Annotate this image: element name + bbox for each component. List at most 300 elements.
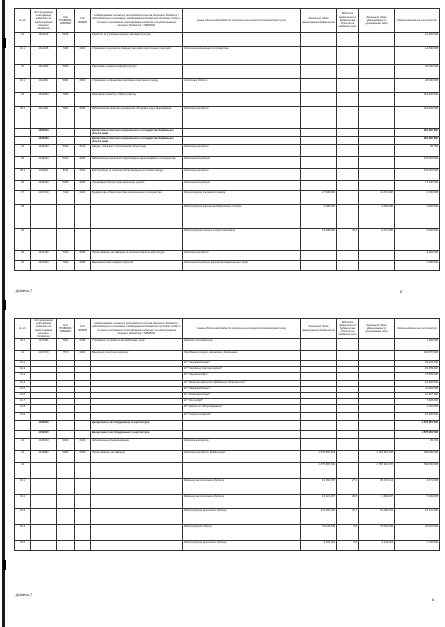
table-cell: Департамент житлово-комунального господарства Харківської міської ради — [91, 137, 183, 145]
table-cell: 1416160 — [31, 439, 57, 451]
table-cell — [31, 525, 57, 541]
table-cell: 43.5 — [15, 541, 31, 551]
table-cell: Будівництво об'єктів житлово-комунального господарства — [91, 191, 183, 205]
table-cell: 36 — [15, 181, 31, 191]
table-cell: Капітальний ремонт внутрішньоквартальних доріг — [183, 261, 301, 271]
table-cell — [359, 79, 395, 93]
table-cell — [75, 421, 91, 431]
table-cell: Проектування, реставрація та охорона пам'яток архітектури — [91, 251, 183, 261]
table-cell — [57, 137, 75, 145]
table-cell: 41.9 — [15, 413, 31, 421]
table-cell: Реконструкція та ремонт мереж — [183, 191, 301, 205]
table-cell: Реконструкція житлового будинку — [183, 509, 301, 525]
table-cell — [183, 421, 301, 431]
table-cell — [359, 107, 395, 129]
table-cell: 79 043 549 — [301, 525, 337, 541]
table-cell: 27,1 — [337, 479, 359, 495]
table-cell — [359, 413, 395, 421]
table-cell — [301, 107, 337, 129]
table-row — [15, 229, 440, 251]
table-cell: Департамент житлово-комунального господарства Харківської міської ради — [91, 129, 183, 137]
table-cell: 38 — [15, 205, 31, 229]
table-cell — [301, 373, 337, 381]
table-cell: 31 — [15, 33, 31, 47]
table-cell: 1200000 — [31, 129, 57, 137]
table-row — [15, 205, 440, 229]
table-cell — [337, 405, 359, 413]
table-cell: 173 185 206 — [301, 509, 337, 525]
table-cell: Забезпечення ініціатив громадських об'єднань щодо формування — [91, 107, 183, 129]
column-header: Разом видатків на поточний рік — [395, 319, 440, 339]
table-cell — [301, 33, 337, 47]
table-cell — [15, 129, 31, 137]
table-cell — [301, 351, 337, 361]
budget-table-top — [14, 8, 440, 271]
table-cell — [359, 47, 395, 65]
table-cell: Житлово-комунальне господарство — [183, 47, 301, 65]
table-cell — [301, 405, 337, 413]
table-row — [15, 479, 440, 495]
table-cell — [57, 495, 75, 509]
table-cell — [359, 421, 395, 431]
table-cell — [337, 191, 359, 205]
table-cell: 41.1 — [15, 361, 31, 367]
column-header: Відсоток завершеності будівництва об'єктів на майбутні роки — [337, 9, 359, 33]
table-cell — [57, 129, 75, 137]
table-cell — [359, 339, 395, 351]
table-cell — [359, 439, 395, 451]
binder-hole — [3, 300, 6, 310]
table-cell: 32 — [15, 65, 31, 79]
table-cell — [75, 541, 91, 551]
table-cell — [75, 413, 91, 421]
table-cell: 0456 — [75, 339, 91, 351]
table-cell: 43 — [15, 451, 31, 463]
table-cell: 4 193 119 — [301, 541, 337, 551]
table-cell: 39 — [15, 251, 31, 261]
table-cell: 5 000 000 — [395, 229, 440, 251]
table-cell: 43 — [15, 463, 31, 479]
table-cell: Капітальні видатки — [183, 145, 301, 157]
scan-left-edge — [2, 0, 5, 627]
table-cell — [359, 93, 395, 107]
table-cell — [359, 157, 395, 169]
table-cell — [337, 251, 359, 261]
table-cell — [91, 541, 183, 551]
table-cell — [337, 65, 359, 79]
table-cell: 39 — [15, 229, 31, 251]
table-cell: 4 371 000 — [395, 479, 440, 495]
table-cell: Капітальні видатки — [183, 107, 301, 129]
table-cell — [301, 129, 337, 137]
table-cell — [57, 525, 75, 541]
table-cell — [301, 157, 337, 169]
table-cell: 30,8 — [337, 495, 359, 509]
table-cell: 0810 — [75, 79, 91, 93]
table-cell — [301, 65, 337, 79]
table-row — [15, 157, 440, 169]
table-cell — [337, 439, 359, 451]
table-cell: 0490 — [75, 261, 91, 271]
table-cell — [359, 145, 395, 157]
table-row — [15, 373, 440, 381]
table-cell — [337, 413, 359, 421]
table-row — [15, 251, 440, 261]
table-cell: КП "Харківводоканал" — [183, 361, 301, 367]
table-cell: 1 578 954 500 — [395, 421, 440, 431]
table-cell — [15, 421, 31, 431]
table-cell: 12 000 000 — [395, 33, 440, 47]
table-cell — [337, 145, 359, 157]
table-cell: 35 — [15, 157, 31, 169]
table-cell: 178 405 000 — [395, 157, 440, 169]
table-cell — [301, 413, 337, 421]
table-cell — [31, 463, 57, 479]
table-cell: КП "Харківводоканал" — [183, 387, 301, 393]
table-cell: 7340 — [57, 251, 75, 261]
table-cell — [31, 479, 57, 495]
table-cell: Розвиток та утримання мережі закладів культури — [91, 33, 183, 47]
table-cell — [359, 129, 395, 137]
table-cell — [75, 373, 91, 381]
table-cell: 9 271 000 — [359, 229, 395, 251]
table-cell: 194 955 900 — [395, 351, 440, 361]
table-cell: 17 238 200 — [395, 181, 440, 191]
table-cell — [337, 261, 359, 271]
table-cell: 6030 — [57, 181, 75, 191]
table-cell: Будівництво житлового будинку — [183, 479, 301, 495]
table-cell: 20 625 000 — [395, 525, 440, 541]
table-cell: Заходи, пов'язані з поліпшенням питної води — [91, 145, 183, 157]
table-cell: Реконструкція об'єкту — [183, 525, 301, 541]
table-cell — [183, 65, 301, 79]
table-cell: Реконструкція очисних споруд каналізації — [183, 229, 301, 251]
table-cell: 41 — [15, 351, 31, 361]
table-cell — [91, 525, 183, 541]
table-cell: 1112060 — [31, 65, 57, 79]
table-cell — [359, 251, 395, 261]
table-cell — [57, 463, 75, 479]
table-cell: 163 240 000 — [395, 107, 440, 129]
table-cell: Спортивні об'єкти — [183, 79, 301, 93]
column-header: Код програмної класифікації видатків та кредитування місцевих бюджетів — [31, 319, 57, 339]
column-header: Загальний обсяг фінансування (з урахуванням змін) — [359, 319, 395, 339]
table-cell: 34 — [15, 145, 31, 157]
table-cell — [57, 205, 75, 229]
budget-table-bottom — [14, 318, 440, 551]
table-cell: Капітальний ремонт — [183, 157, 301, 169]
table-cell — [301, 47, 337, 65]
column-header: № з/п — [15, 9, 31, 33]
table-cell — [75, 509, 91, 525]
table-cell: 35.1 — [15, 169, 31, 181]
table-row — [15, 339, 440, 351]
table-cell — [75, 525, 91, 541]
table-cell: 1216011 — [31, 169, 57, 181]
table-cell — [301, 251, 337, 261]
table-cell — [31, 413, 57, 421]
table-row — [15, 351, 440, 361]
column-header: Код ФКВКБ — [75, 9, 91, 33]
table-row — [15, 261, 440, 271]
table-cell — [337, 33, 359, 47]
table-cell: 7323 — [57, 47, 75, 65]
table-cell — [91, 463, 183, 479]
table-cell — [359, 181, 395, 191]
table-cell: Експлуатація та технічне обслуговування житлового фонду — [91, 169, 183, 181]
table-cell — [301, 169, 337, 181]
table-cell — [75, 33, 91, 47]
table-cell: 1 878 965 843 — [301, 451, 337, 463]
table-cell: 1216030 — [31, 181, 57, 191]
table-cell: 20 000 000 — [395, 65, 440, 79]
table-cell: 43.2 — [15, 495, 31, 509]
page-mark: 6 — [432, 597, 435, 602]
table-cell: 43.4 — [15, 525, 31, 541]
table-cell: 1112061 — [31, 79, 57, 93]
column-header: Код програмної класифікації видатків та кредитування місцевих бюджетів — [31, 9, 57, 33]
table-cell — [91, 479, 183, 495]
table-cell — [301, 339, 337, 351]
table-cell — [337, 79, 359, 93]
table-cell: 1217461 — [31, 339, 57, 351]
table-cell: 6,0 — [337, 525, 359, 541]
table-cell — [337, 205, 359, 229]
table-cell — [91, 413, 183, 421]
table-row — [15, 439, 440, 451]
table-cell — [337, 129, 359, 137]
table-cell: 1217340 — [31, 251, 57, 261]
table-cell: 1 300 000 — [395, 339, 440, 351]
table-cell: КП "Коменергосервіс" — [183, 393, 301, 399]
table-cell — [337, 421, 359, 431]
column-header: Загальний обсяг фінансування будівництва — [301, 319, 337, 339]
table-cell: Будівництво житлового будинку — [183, 495, 301, 509]
binder-hole — [3, 38, 6, 48]
table-cell — [359, 137, 395, 145]
table-cell: 1 765 304 155 — [359, 463, 395, 479]
table-cell: Реконструкція внутрішньобудинкових систем — [183, 205, 301, 229]
table-row — [15, 525, 440, 541]
table-cell: 15 121 490 — [395, 509, 440, 525]
table-cell: Капітальний ремонт — [183, 181, 301, 191]
table-row — [15, 191, 440, 205]
table-cell: 32.1 — [15, 79, 31, 93]
table-cell — [75, 229, 91, 251]
table-cell: 69 150 — [395, 439, 440, 451]
column-header: Відсоток завершеності будівництва об'єктів на майбутні роки — [337, 319, 359, 339]
table-row — [15, 181, 440, 191]
table-row — [15, 405, 440, 413]
table-cell: 1 878 965 843 — [301, 463, 337, 479]
table-cell: 41.6 — [15, 393, 31, 399]
table-cell — [75, 137, 91, 145]
table-cell: Реалізація проектів у сфері розвитку — [91, 93, 183, 107]
table-cell: 41.2 — [15, 367, 31, 373]
table-cell: 43.3 — [15, 509, 31, 525]
table-cell: 366 480 950 — [395, 129, 440, 137]
table-cell — [57, 229, 75, 251]
table-cell: Капітальні видатки — [183, 251, 301, 261]
table-cell: 33 — [15, 93, 31, 107]
table-cell: 18 000 000 — [395, 381, 440, 387]
table-cell: 0443 — [75, 191, 91, 205]
table-cell: 700 000 000 — [395, 463, 440, 479]
table-cell: 19 414 497 — [301, 495, 337, 509]
table-cell: 40.1 — [15, 339, 31, 351]
table-cell — [337, 47, 359, 65]
column-header: Найменування головного розпорядника коштів місцевого бюджету / відповідального виконавця, найменування бюджетної програми згідно з Типовою програмною класифікацією видатків та кредитування місцевих бюджетів / ТКВКБМС — [91, 319, 183, 339]
binder-hole — [3, 560, 6, 570]
table-row — [15, 129, 440, 137]
table-cell: 41.7 — [15, 399, 31, 405]
table-cell: 1216013 — [31, 157, 57, 169]
table-cell — [15, 431, 31, 439]
table-cell — [337, 463, 359, 479]
table-cell: 1 720 000 — [395, 541, 440, 551]
table-cell: 4 193 119 — [359, 541, 395, 551]
table-cell — [31, 509, 57, 525]
table-cell — [337, 93, 359, 107]
table-row — [15, 93, 440, 107]
table-row — [15, 451, 440, 463]
column-header: Загальний обсяг фінансування (з урахуванням змін) — [359, 9, 395, 33]
table-cell — [31, 405, 57, 413]
table-cell — [183, 463, 301, 479]
table-row — [15, 463, 440, 479]
column-header: Код ТПКВКМБ / ТКВКБМС — [57, 319, 75, 339]
table-cell — [359, 65, 395, 79]
table-cell: Забезпечення функціонування — [91, 439, 183, 451]
table-cell: 40 — [15, 261, 31, 271]
table-cell: 9 320 000 — [395, 251, 440, 261]
table-cell — [75, 431, 91, 439]
table-cell: Підтримка і розвиток інфраструктури — [91, 65, 183, 79]
table-row — [15, 137, 440, 145]
table-cell: 69 150 — [395, 145, 440, 157]
table-row — [15, 107, 440, 129]
table-row — [15, 541, 440, 551]
table-cell: 35 272 214 — [359, 479, 395, 495]
table-cell: КП "Харківські теплові мережі" — [183, 367, 301, 373]
table-cell — [183, 93, 301, 107]
table-cell — [75, 495, 91, 509]
table-cell — [359, 405, 395, 413]
table-cell: 12 997 900 — [395, 393, 440, 399]
table-cell — [337, 451, 359, 463]
table-cell: 39 434 000 — [395, 361, 440, 367]
table-cell: 7310 — [57, 191, 75, 205]
table-cell — [301, 79, 337, 93]
table-cell — [91, 495, 183, 509]
table-cell — [75, 129, 91, 137]
table-cell: 43.1 — [15, 479, 31, 495]
table-cell: 1217310 — [31, 191, 57, 205]
table-cell: 1400000 — [31, 421, 57, 431]
table-cell: 2 000 000 — [395, 205, 440, 229]
table-cell: 163 240 000 — [395, 93, 440, 107]
table-cell — [91, 373, 183, 381]
table-row — [15, 169, 440, 181]
table-cell: 37 — [15, 191, 31, 205]
table-cell — [75, 463, 91, 479]
table-cell — [57, 479, 75, 495]
table-cell: 1112010 — [31, 33, 57, 47]
table-cell: 41.4 — [15, 381, 31, 387]
table-cell — [337, 157, 359, 169]
table-cell: 5 309 688 — [395, 495, 440, 509]
table-row — [15, 33, 440, 47]
table-cell: 2 500 000 — [395, 261, 440, 271]
table-cell: 0490 — [75, 251, 91, 261]
table-cell: 1217363 — [31, 261, 57, 271]
table-cell: Утримання та розвиток ліквідації наслідків підтоплення територій — [91, 47, 183, 65]
table-cell: Реконструкція житлового будинку — [183, 541, 301, 551]
table-cell: Капітальні видатки — [183, 169, 301, 181]
table-cell: 0490 — [75, 107, 91, 129]
table-cell: 0620 — [75, 451, 91, 463]
table-cell: Виконання інвестиційних проектів — [91, 261, 183, 271]
table-cell: 0490 — [75, 351, 91, 361]
table-cell — [337, 137, 359, 145]
table-cell: 29 459 000 — [395, 367, 440, 373]
table-cell: 2 000 000 — [301, 205, 337, 229]
table-row — [15, 79, 440, 93]
table-cell: 2 000 000 — [359, 205, 395, 229]
table-cell — [359, 33, 395, 47]
table-cell — [57, 405, 75, 413]
table-cell — [183, 129, 301, 137]
table-cell: 11 000 000 — [395, 387, 440, 393]
table-cell — [57, 509, 75, 525]
table-cell — [359, 169, 395, 181]
table-cell: 27 000 000 — [301, 191, 337, 205]
table-cell: Департамент містобудування та архітектури — [91, 421, 183, 431]
table-cell: 6,0 — [337, 541, 359, 551]
table-cell: 41.5 — [15, 387, 31, 393]
table-cell: 1 765 304 155 — [359, 451, 395, 463]
table-cell: 27 839 000 — [395, 373, 440, 381]
table-cell — [301, 431, 337, 439]
table-cell: 0133 — [75, 439, 91, 451]
table-cell: 1512000 — [31, 93, 57, 107]
table-cell: Утримання та фінансова підтримка спортивних споруд — [91, 79, 183, 93]
table-row — [15, 413, 440, 421]
table-cell: 7670 — [57, 351, 75, 361]
table-cell — [57, 421, 75, 431]
table-cell: 33.1 — [15, 107, 31, 129]
table-cell: 31.1 — [15, 47, 31, 65]
table-cell: 0815 — [57, 33, 75, 47]
table-cell: 0490 — [75, 47, 91, 65]
table-cell — [91, 509, 183, 525]
table-cell: 178 405 000 — [395, 169, 440, 181]
table-cell — [91, 205, 183, 229]
table-cell: 1112015 — [31, 47, 57, 65]
column-header: Назва об'єкта відповідно до проектно-кошторисної документації тощо — [183, 9, 301, 33]
table-cell — [57, 373, 75, 381]
table-cell — [31, 373, 57, 381]
footnote-bottom: Додаток 7 — [16, 593, 33, 597]
table-cell — [359, 373, 395, 381]
column-header: Найменування головного розпорядника коштів місцевого бюджету / відповідального виконавця, найменування бюджетної програми згідно з Типовою програмною класифікацією видатків та кредитування місцевих бюджетів / ТКВКБМС — [91, 9, 183, 33]
table-cell — [183, 137, 301, 145]
table-cell: 1 578 954 500 — [395, 431, 440, 439]
table-cell: 0620 — [75, 157, 91, 169]
table-cell: КП "Житлобуд" — [183, 399, 301, 405]
table-cell: 9 150 000 — [395, 191, 440, 205]
table-cell: 41.8 — [15, 405, 31, 413]
